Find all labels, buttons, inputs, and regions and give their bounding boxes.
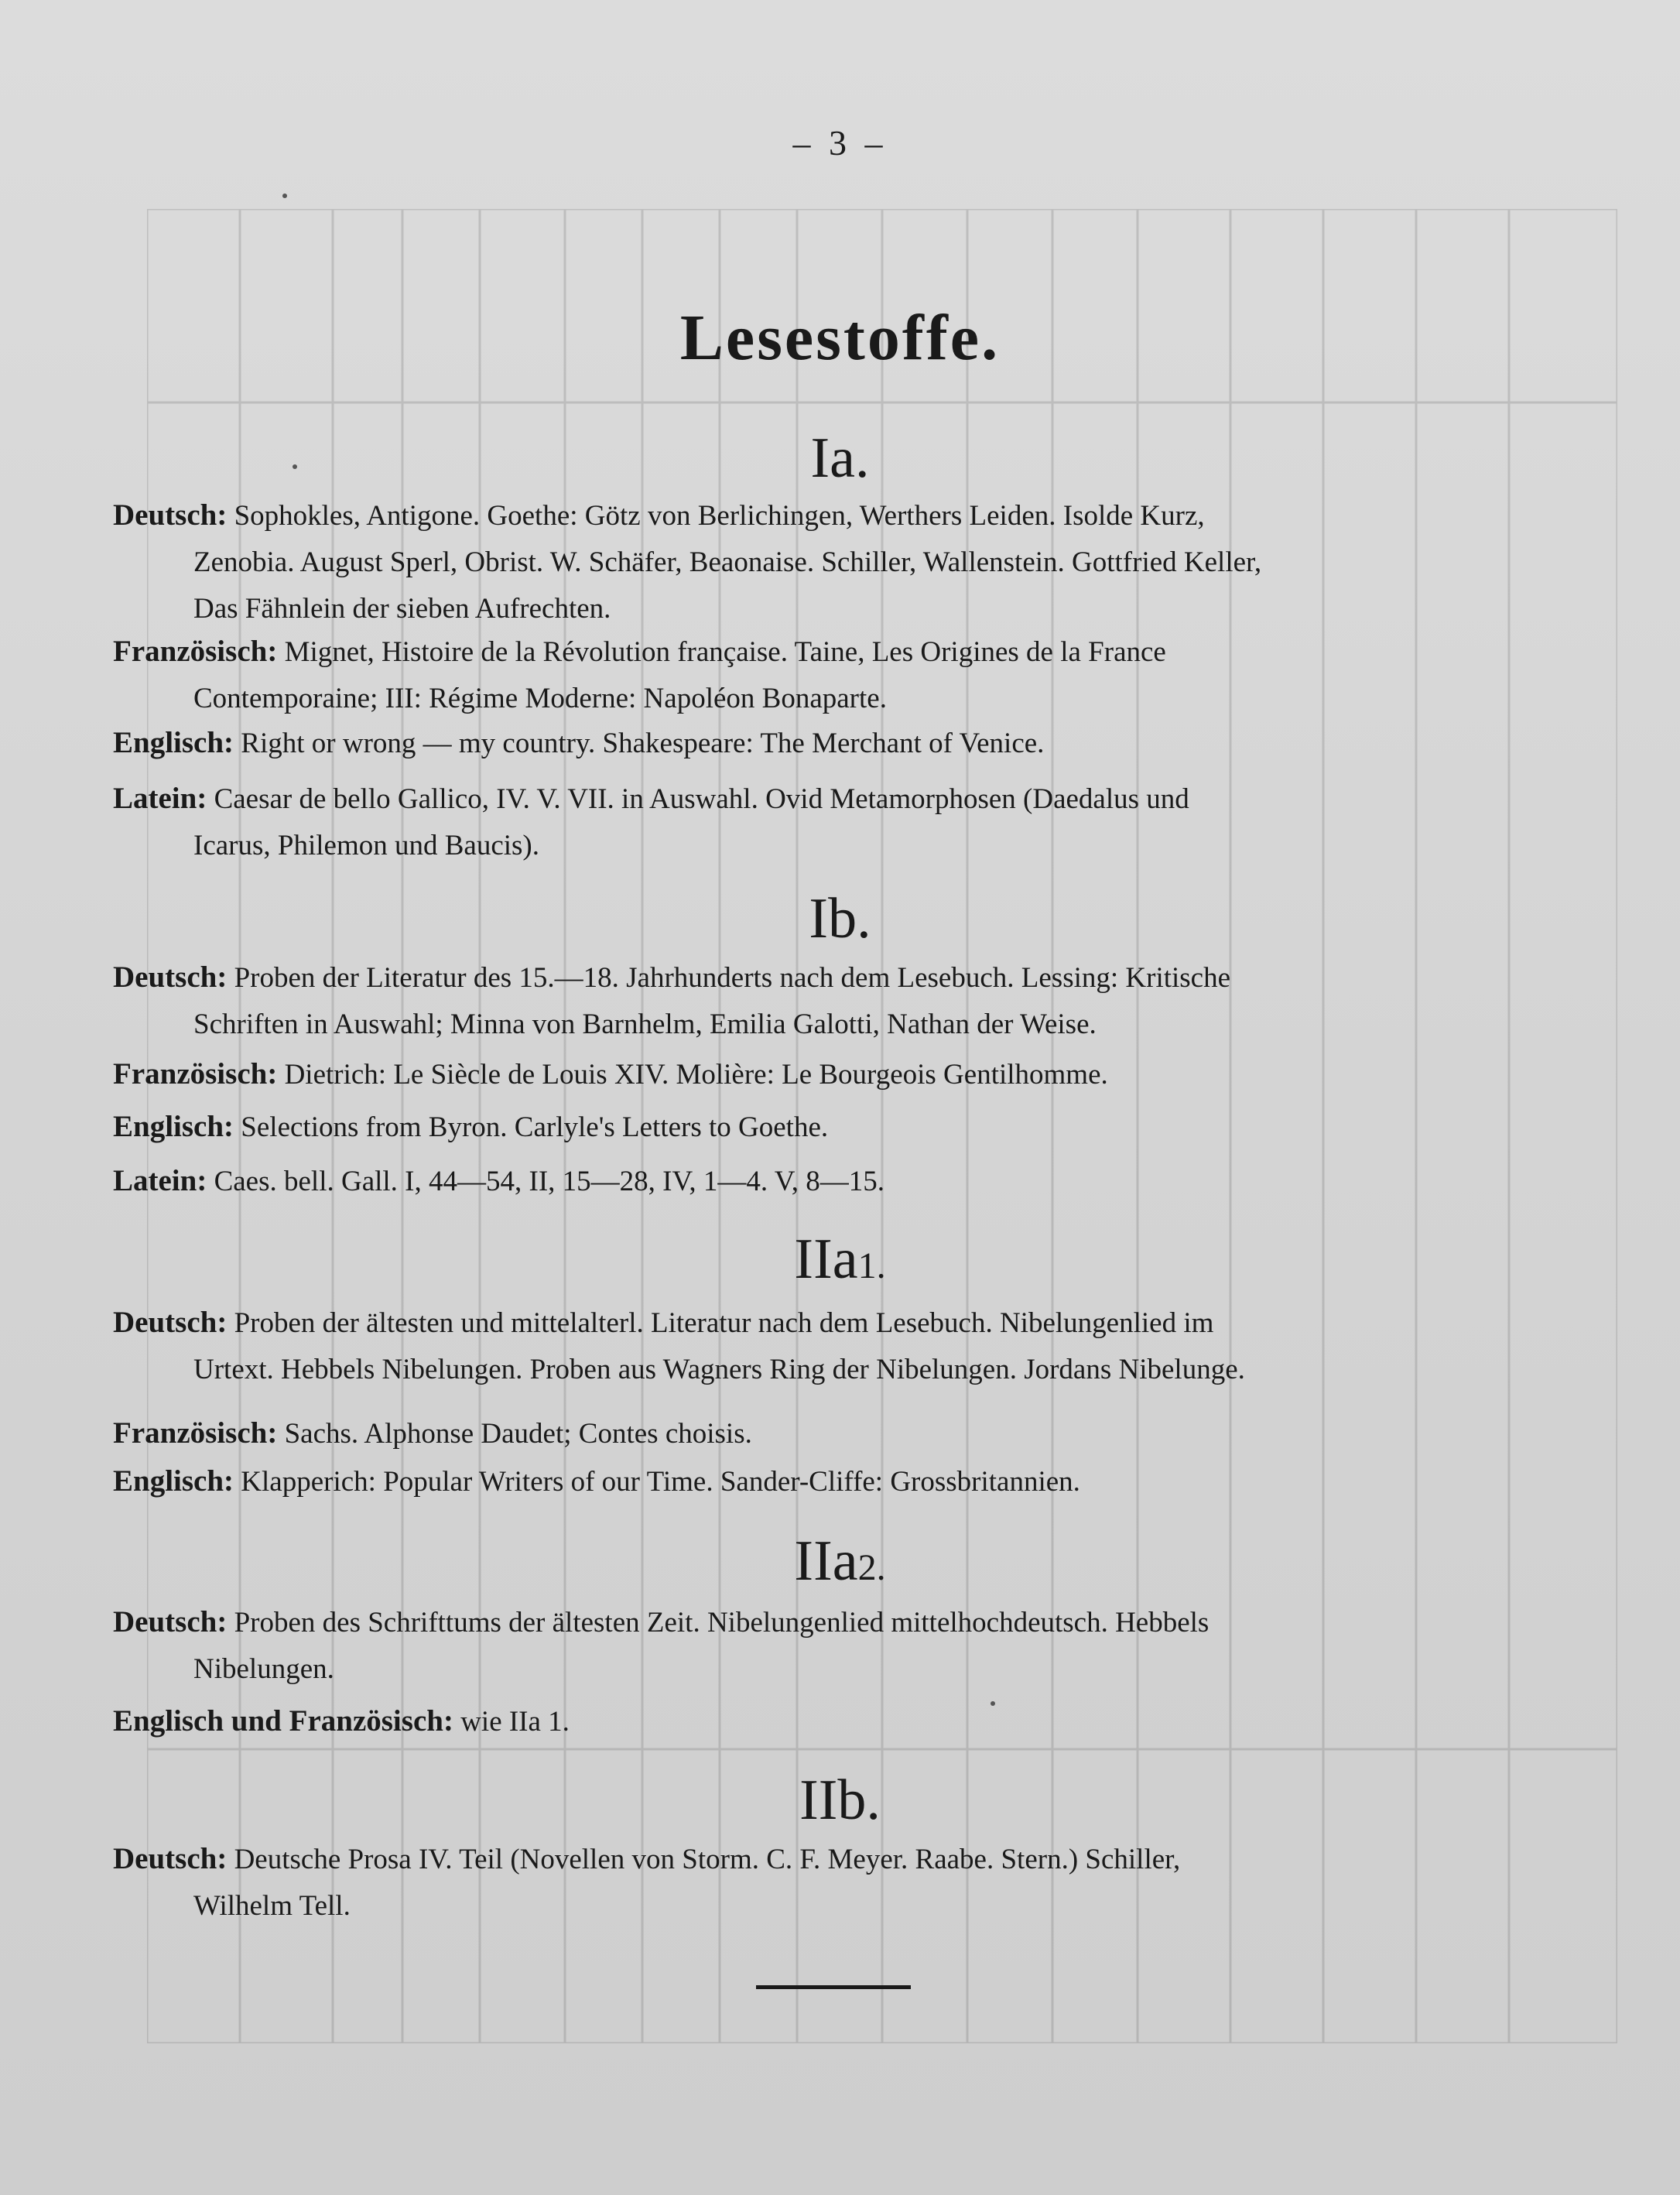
entry-text: Sophokles, Antigone. Goethe: Götz von Berlichingen, Werthers Leiden. Isolde Kurz,	[234, 500, 1205, 532]
entry-iia2-englisch-franzoesisch	[113, 1698, 1560, 1745]
entry-text: Nibelungen.	[193, 1653, 334, 1685]
entry-text: wie IIa 1.	[460, 1706, 570, 1738]
subject-label: Französisch:	[113, 1057, 278, 1091]
subject-label: Deutsch:	[113, 1605, 228, 1639]
entry-text: Icarus, Philemon und Baucis).	[193, 830, 539, 861]
entry-ia-deutsch	[113, 492, 1560, 632]
entry-iia2-deutsch	[113, 1599, 1560, 1693]
subject-label: Deutsch:	[113, 498, 228, 532]
entry-iia1-franzoesisch	[113, 1410, 1560, 1457]
entry-text: Urtext. Hebbels Nibelungen. Proben aus Wagners Ring der Nibelungen. Jordans Nibelunge.	[193, 1354, 1245, 1385]
closing-rule	[756, 1985, 911, 1989]
section-heading-iib: IIb.	[799, 1769, 881, 1832]
subject-label: Latein:	[113, 782, 207, 815]
entry-text: Selections from Byron. Carlyle's Letters to Goethe.	[241, 1111, 829, 1143]
section-heading-ia: Ia.	[810, 426, 870, 490]
subject-label: Englisch:	[113, 1110, 234, 1143]
entry-text: Mignet, Histoire de la Révolution française. Taine, Les Origines de la France	[284, 636, 1166, 668]
section-heading-iia2: IIa2.	[794, 1529, 886, 1593]
entry-text: Das Fähnlein der sieben Aufrechten.	[193, 593, 611, 625]
subject-label: Deutsch:	[113, 1842, 228, 1875]
entry-text: Contemporaine; III: Régime Moderne: Napoléon Bonaparte.	[193, 683, 887, 714]
page-title: Lesestoffe.	[679, 302, 1001, 374]
entry-ib-englisch	[113, 1104, 1560, 1151]
entry-text: Proben der ältesten und mittelalterl. Literatur nach dem Lesebuch. Nibelungenlied im	[234, 1307, 1214, 1339]
entry-text: Dietrich: Le Siècle de Louis XIV. Molière: Le Bourgeois Gentilhomme.	[284, 1059, 1108, 1091]
entry-text: Right or wrong — my country. Shakespeare: The Merchant of Venice.	[241, 728, 1045, 759]
entry-text: Caes. bell. Gall. I, 44—54, II, 15—28, IV, 1—4. V, 8—15.	[214, 1166, 884, 1197]
subject-label: Englisch:	[113, 726, 234, 759]
subject-label: Latein:	[113, 1164, 207, 1197]
entry-ia-englisch	[113, 720, 1560, 767]
entry-iib-deutsch	[113, 1836, 1560, 1930]
section-heading-iia1: IIa1.	[794, 1228, 886, 1291]
entry-text: Zenobia. August Sperl, Obrist. W. Schäfer, Beaonaise. Schiller, Wallenstein. Gottfried Keller,	[193, 546, 1262, 578]
entry-ib-deutsch	[113, 954, 1560, 1048]
entry-text: Sachs. Alphonse Daudet; Contes choisis.	[284, 1418, 752, 1450]
entry-text: Caesar de bello Gallico, IV. V. VII. in Auswahl. Ovid Metamorphosen (Daedalus und	[214, 783, 1189, 815]
page-number: – 3 –	[792, 123, 888, 163]
entry-text: Wilhelm Tell.	[193, 1890, 351, 1922]
entry-ia-latein	[113, 776, 1560, 869]
entry-text: Proben der Literatur des 15.—18. Jahrhunderts nach dem Lesebuch. Lessing: Kritische	[234, 962, 1231, 994]
entry-text: Proben des Schrifttums der ältesten Zeit. Nibelungenlied mittelhochdeutsch. Hebbels	[234, 1607, 1210, 1639]
entry-ia-franzoesisch	[113, 628, 1560, 722]
section-heading-ib: Ib.	[809, 887, 871, 950]
paper-speck	[282, 193, 287, 198]
entry-ib-latein	[113, 1158, 1560, 1205]
entry-text: Schriften in Auswahl; Minna von Barnhelm, Emilia Galotti, Nathan der Weise.	[193, 1008, 1097, 1040]
entry-text: Deutsche Prosa IV. Teil (Novellen von Storm. C. F. Meyer. Raabe. Stern.) Schiller,	[234, 1844, 1181, 1875]
subject-label: Englisch und Französisch:	[113, 1704, 453, 1738]
subject-label: Deutsch:	[113, 961, 228, 994]
subject-label: Französisch:	[113, 1416, 278, 1450]
subject-label: Französisch:	[113, 635, 278, 668]
entry-iia1-englisch	[113, 1458, 1560, 1505]
entry-text: Klapperich: Popular Writers of our Time. Sander-Cliffe: Grossbritannien.	[241, 1466, 1080, 1498]
subject-label: Englisch:	[113, 1464, 234, 1498]
entry-iia1-deutsch	[113, 1300, 1560, 1393]
entry-ib-franzoesisch	[113, 1051, 1560, 1098]
subject-label: Deutsch:	[113, 1306, 228, 1339]
